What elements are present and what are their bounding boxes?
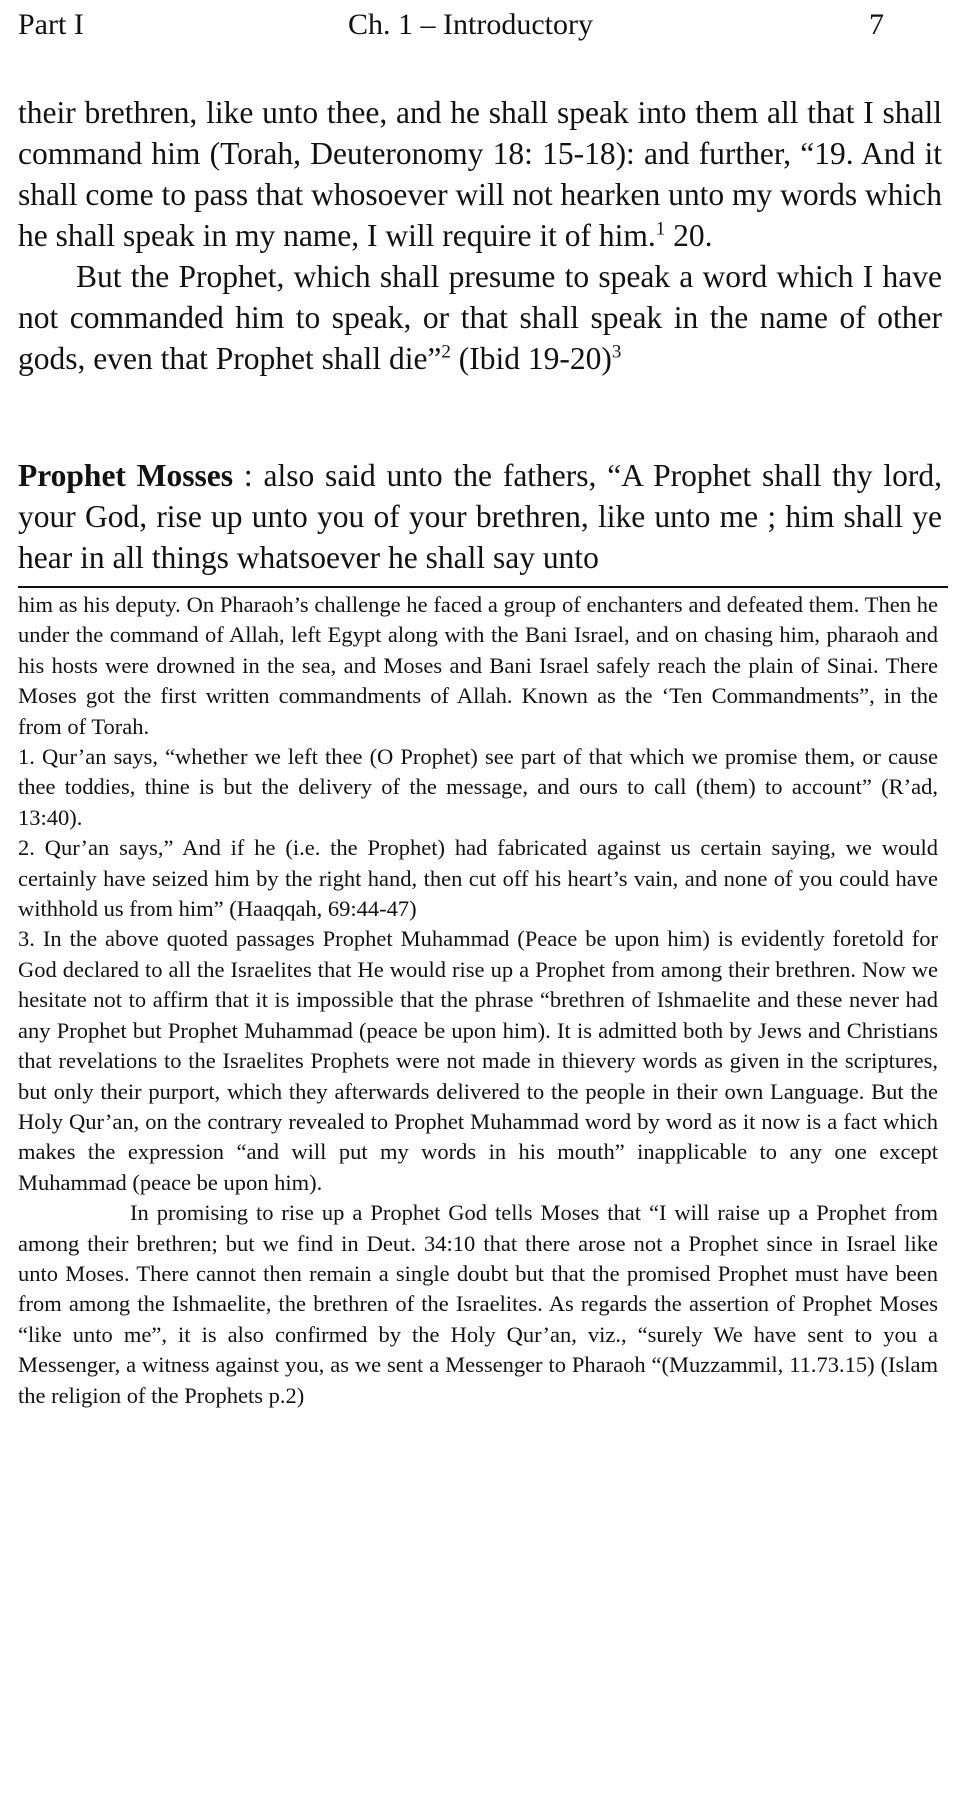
main-text (18, 92, 942, 379)
running-header (18, 8, 942, 46)
footnotes (18, 590, 938, 1411)
footnote-ref-1: 1 (655, 218, 666, 240)
paragraph-3-text: : also said unto the fathers, “A Prophet shall thy lord, your God, rise up unto you of your brethren, like unto me ; him shall ye hear in all things whatsoever he shall say unto (18, 458, 943, 575)
footnote-continuation: him as his deputy. On Pharaoh’s challenge he faced a group of enchanters and defeated them. Then he under the command of Allah, left Egypt along with the Bani Israel, and on chasing him, pharaoh and his hosts were drowned in the sea, and Moses and Bani Israel safely reach the plain of Sinai. There Moses got the first written commandments of Allah. Known as the ‘Ten Commandments”, in the from of Torah. (18, 592, 938, 739)
page-number: 7 (869, 8, 884, 41)
paragraph-3 (18, 455, 942, 578)
paragraph-1 (18, 92, 942, 256)
paragraph-2-citation: (Ibid 19-20) (450, 341, 612, 376)
main-text-continued (18, 455, 942, 578)
paragraph-2-text: But the Prophet, which shall presume to speak a word which I have not commanded him to speak, or that shall speak in the name of other gods, even that Prophet shall die” (18, 259, 942, 376)
footnote-3-continuation: In promising to rise up a Prophet God tells Moses that “I will raise up a Prophet from among their brethren; but we find in Deut. 34:10 that there arose not a Prophet since in Israel like unto Moses. There cannot then remain a single doubt but that the promised Prophet must have been from among the Ishmaelite, the brethren of the Israelites. As regards the assertion of Prophet Moses “like unto me”, it is also confirmed by the Holy Qur’an, viz., “surely We have sent to you a Messenger, a witness against you, as we sent a Messenger to Pharaoh “(Muzzammil, 11.73.15) (Islam the religion of the Prophets p.2) (18, 1200, 938, 1408)
paragraph-1-text: their brethren, like unto thee, and he shall speak into them all that I shall command him (Torah, Deuteronomy 18: 15-18): and further, “19. And it shall come to pass that whosoever will not hearken unto my words which he shall speak in my name, I will require it of him. (18, 95, 942, 253)
footnote-ref-2: 2 (441, 341, 451, 363)
paragraph-1-tail: 20. (665, 218, 713, 253)
footnote-ref-3: 3 (611, 341, 622, 363)
footnote-1: 1. Qur’an says, “whether we left thee (O Prophet) see part of that which we promise them, or cause thee toddies, thine is but the delivery of the message, and ours to call (them) to account” (R’ad, 13:40). (18, 744, 938, 830)
paragraph-3-lead: Prophet Mosses (18, 458, 234, 493)
part-label: Part I (18, 8, 84, 41)
footnote-2: 2. Qur’an says,” And if he (i.e. the Prophet) had fabricated against us certain saying, we would certainly have seized him by the right hand, then cut off his heart’s vain, and none of you could have withhold us from him” (Haaqqah, 69:44-47) (18, 835, 938, 922)
paragraph-2 (18, 256, 942, 379)
chapter-title: Ch. 1 – Introductory (348, 8, 593, 41)
footnote-divider (18, 586, 948, 588)
footnote-3: 3. In the above quoted passages Prophet Muhammad (Peace be upon him) is evidently foretold for God declared to all the Israelites that He would rise up a Prophet from among their brethren. Now we hesitate not to affirm that it is impossible that the phrase “brethren of Ishmaelite and these never had any Prophet but Prophet Muhammad (peace be upon him). It is admitted both by Jews and Christians that revelations to the Israelites Prophets were not made in thievery words as given in the scriptures, but only their purport, which they afterwards delivered to the people in their own Language. But the Holy Qur’an, on the contrary revealed to Prophet Muhammad word by word as it now is a fact which makes the expression “and will put my words in his mouth” inapplicable to any one except Muhammad (peace be upon him). (18, 926, 938, 1195)
